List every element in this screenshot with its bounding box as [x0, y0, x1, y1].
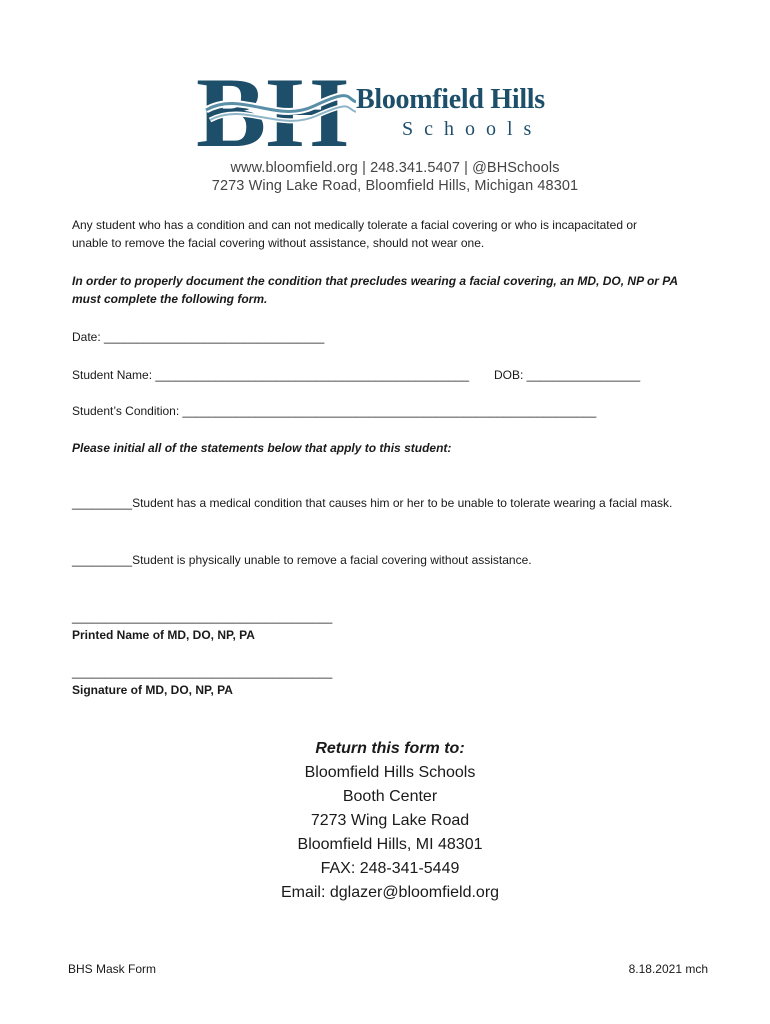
- school-logo: [196, 62, 596, 154]
- instruction-line-2: must complete the following form.: [72, 292, 268, 306]
- bh-monogram-icon: [196, 62, 356, 154]
- intro-line-1: Any student who has a condition and can not medically tolerate a facial covering or who is incapacitated or: [72, 218, 637, 232]
- return-section: [0, 737, 770, 905]
- signature-label: Signature of MD, DO, NP, PA: [72, 683, 233, 697]
- return-line-center: Booth Center: [342, 788, 438, 805]
- return-line-school: Bloomfield Hills Schools: [304, 764, 476, 781]
- contact-line-web: www.bloomfield.org | 248.341.5407 | @BHSchools: [230, 160, 560, 176]
- return-line-city: Bloomfield Hills, MI 48301: [297, 836, 483, 853]
- logo-name: Bloomfield Hills: [356, 84, 545, 115]
- intro-line-2: unable to remove the facial covering without assistance, should not wear one.: [72, 236, 485, 250]
- signature-line[interactable]: _______________________________________: [72, 665, 333, 679]
- printed-name-label: Printed Name of MD, DO, NP, PA: [72, 628, 255, 642]
- svg-text:BH: BH: [196, 62, 348, 154]
- contact-line-address: 7273 Wing Lake Road, Bloomfield Hills, Michigan 48301: [211, 178, 579, 194]
- footer-form-name: BHS Mask Form: [68, 962, 157, 976]
- return-line-email: Email: dglazer@bloomfield.org: [280, 884, 500, 901]
- instruction-line-1: In order to properly document the condition that precludes wearing a facial covering, an MD, DO, NP or PA: [72, 274, 679, 288]
- return-line-fax: FAX: 248-341-5449: [320, 860, 460, 877]
- statement-medical-condition[interactable]: _________Student has a medical condition that causes him or her to be unable to tolerate wearing a facial mask.: [72, 496, 673, 510]
- printed-name-line[interactable]: _______________________________________: [72, 610, 333, 624]
- initial-prompt: Please initial all of the statements below that apply to this student:: [72, 441, 452, 455]
- return-line-street: 7273 Wing Lake Road: [310, 812, 470, 829]
- return-title: Return this form to:: [315, 740, 465, 757]
- logo-subtitle: Schools: [402, 118, 543, 140]
- student-condition-field[interactable]: Student’s Condition: ______________________________________________________________: [72, 404, 597, 418]
- student-name-field[interactable]: Student Name: _______________________________________________: [72, 368, 470, 382]
- date-field[interactable]: Date: _________________________________: [72, 330, 325, 344]
- statement-unable-remove[interactable]: _________Student is physically unable to remove a facial covering without assistance.: [72, 553, 532, 567]
- footer-date: 8.18.2021 mch: [628, 962, 708, 976]
- dob-field[interactable]: DOB: _________________: [494, 368, 641, 382]
